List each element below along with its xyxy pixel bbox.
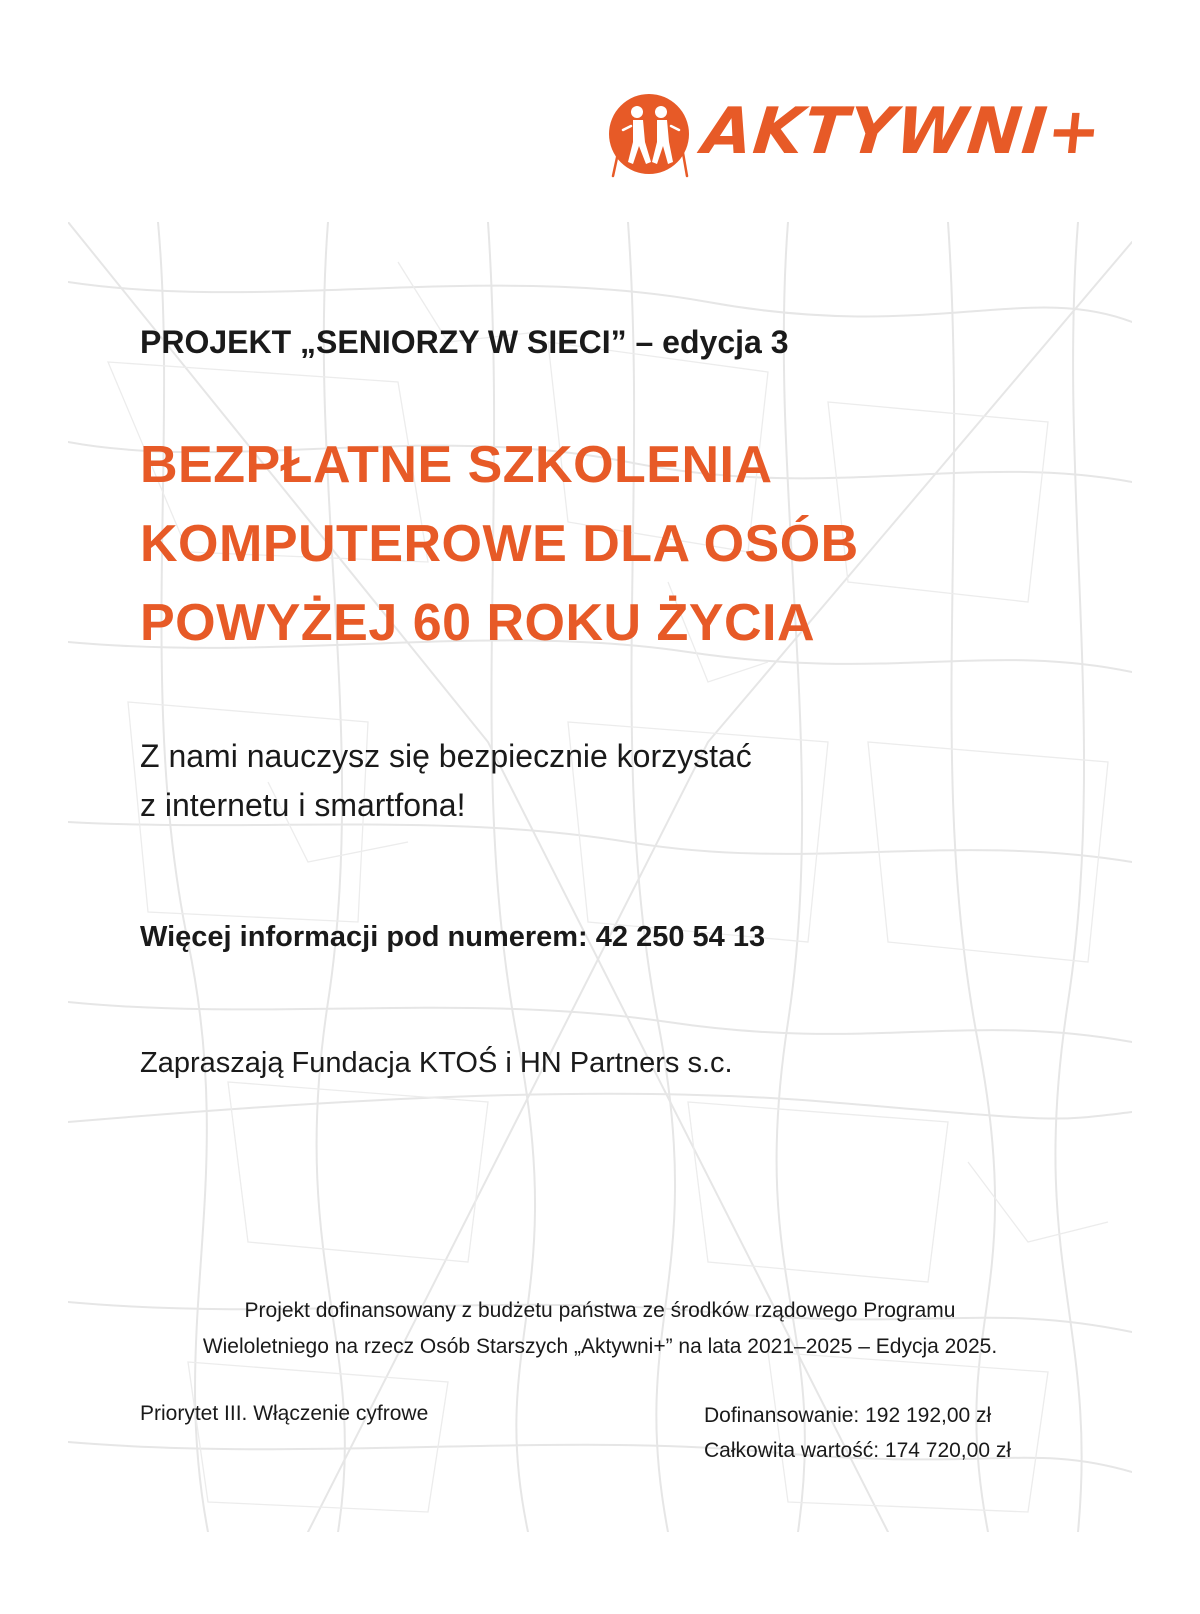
funding-note [100,1293,1100,1365]
walking-seniors-icon [603,90,695,182]
project-title: PROJEKT „SENIORZY W SIECI” – edycja 3 [140,324,789,360]
headline-line: POWYŻEJ 60 ROKU ŻYCIA [140,594,816,652]
aktywni-logo [603,86,1106,186]
funding-line: Wieloletniego na rzecz Osób Starszych „Aktywni+” na lata 2021–2025 – Edycja 2025. [202,1335,998,1358]
total-value-amount: Całkowita wartość: 174 720,00 zł [704,1439,1011,1462]
contact-info: Więcej informacji pod numerem: 42 250 54 13 [140,921,766,953]
invitation-text: Zapraszają Fundacja KTOŚ i HN Partners s.c. [140,1047,733,1079]
priority-label: Priorytet III. Włączenie cyfrowe [140,1402,429,1425]
headline-line: KOMPUTEROWE DLA OSÓB [140,515,859,573]
financing-details [704,1398,1011,1468]
logo-wordmark: AKTYWNI+ [699,95,1106,169]
headline [140,426,1040,663]
subtext [140,732,752,830]
cofinancing-amount: Dofinansowanie: 192 192,00 zł [704,1404,992,1427]
funding-line: Projekt dofinansowany z budżetu państwa ze środków rządowego Programu [244,1299,956,1322]
subtext-line: z internetu i smartfona! [140,787,466,823]
subtext-line: Z nami nauczysz się bezpiecznie korzystać [140,738,752,774]
headline-line: BEZPŁATNE SZKOLENIA [140,436,773,494]
